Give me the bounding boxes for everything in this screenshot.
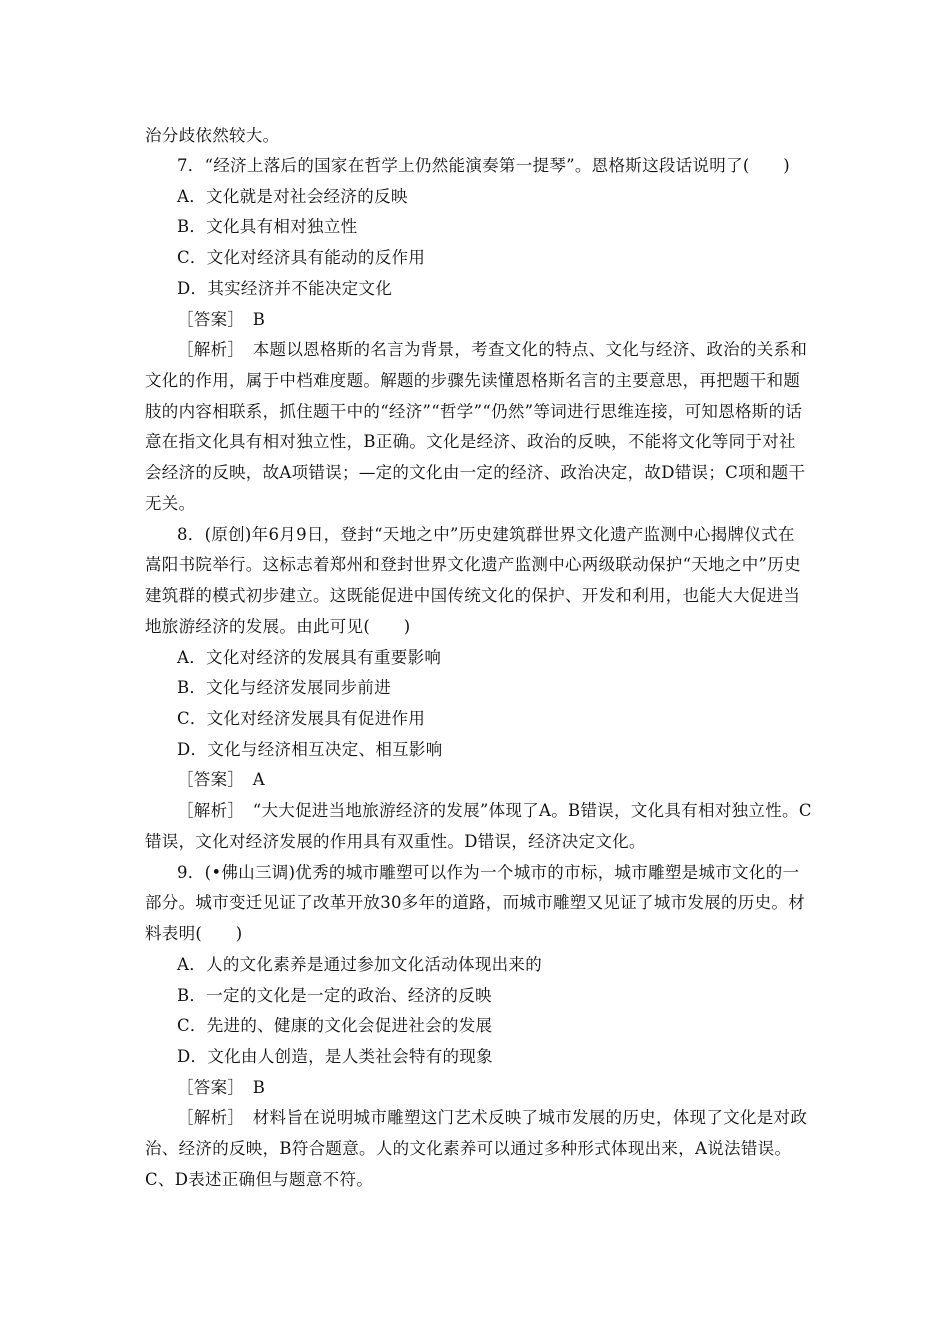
text-line: 文化的作用，属于中档难度题。解题的步骤先读懂恩格斯名言的主要意思，再把题干和题 [145,371,801,390]
question-9-analysis: ［解析］ 材料旨在说明城市雕塑这门艺术反映了城市发展的历史，体现了文化是对政 [177,1108,808,1127]
text-line: 会经济的反映，故A项错误；—定的文化由一定的经济、政治决定，故D错误；C项和题干 [145,463,806,482]
text-line: 部分。城市变迁见证了改革开放30多年的道路，而城市雕塑又见证了城市发展的历史。材 [145,893,805,912]
question-9-option-b: B．一定的文化是一定的政治、经济的反映 [177,986,492,1005]
question-8-option-d: D．文化与经济相互决定、相互影响 [177,740,443,759]
question-7-analysis: ［解析］ 本题以恩格斯的名言为背景，考查文化的特点、文化与经济、政治的关系和 [177,340,808,359]
text-line: 意在指文化具有相对独立性，B正确。文化是经济、政治的反映，不能将文化等同于对社 [145,432,796,451]
text-line: 嵩阳书院举行。这标志着郑州和登封世界文化遗产监测中心两级联动保护“天地之中”历史 [145,555,801,574]
text-line: C、D表述正确但与题意不符。 [145,1170,374,1189]
text-line: 料表明( ) [145,924,243,943]
text-line: 肢的内容相联系，抓住题干中的“经济”“哲学”“仍然”等词进行思维连接，可知恩格斯的话 [145,402,803,421]
question-9-stem: 9．(•佛山三调)优秀的城市雕塑可以作为一个城市的市标，城市雕塑是城市文化的一 [177,863,800,882]
question-8-answer: ［答案］ A [177,770,265,789]
text-line: 治、经济的反映，B符合题意。人的文化素养可以通过多种形式体现出来，A说法错误。 [145,1139,792,1158]
text-line: 无关。 [145,494,196,513]
question-9-answer: ［答案］ B [177,1078,266,1097]
question-7-stem: 7．“经济上落后的国家在哲学上仍然能演奏第一提琴”。恩格斯这段话说明了( ) [177,156,790,175]
question-8-option-a: A．文化对经济的发展具有重要影响 [177,648,442,667]
text-line: 地旅游经济的发展。由此可见( ) [145,617,411,636]
question-8-option-b: B．文化与经济发展同步前进 [177,678,392,697]
question-8-stem: 8．(原创)年6月9日，登封“天地之中”历史建筑群世界文化遗产监测中心揭牌仪式在 [177,525,795,544]
question-7-option-a: A．文化就是对社会经济的反映 [177,187,408,206]
question-8-analysis: ［解析］ “大大促进当地旅游经济的发展”体现了A。B错误，文化具有相对独立性。C [177,801,812,820]
text-line: 错误，文化对经济发展的作用具有双重性。D错误，经济决定文化。 [145,832,646,851]
question-9-option-c: C．先进的、健康的文化会促进社会的发展 [177,1016,493,1035]
question-7-option-c: C．文化对经济具有能动的反作用 [177,248,426,267]
text-line: 治分歧依然较大。 [145,126,280,145]
question-9-option-a: A．人的文化素养是通过参加文化活动体现出来的 [177,955,543,974]
question-8-option-c: C．文化对经济发展具有促进作用 [177,709,426,728]
question-7-option-d: D．其实经济并不能决定文化 [177,279,393,298]
question-7-option-b: B．文化具有相对独立性 [177,217,358,236]
question-7-answer: ［答案］ B [177,310,266,329]
question-9-option-d: D．文化由人创造，是人类社会特有的现象 [177,1047,493,1066]
text-line: 建筑群的模式初步建立。这既能促进中国传统文化的保护、开发和利用，也能大大促进当 [145,586,801,605]
